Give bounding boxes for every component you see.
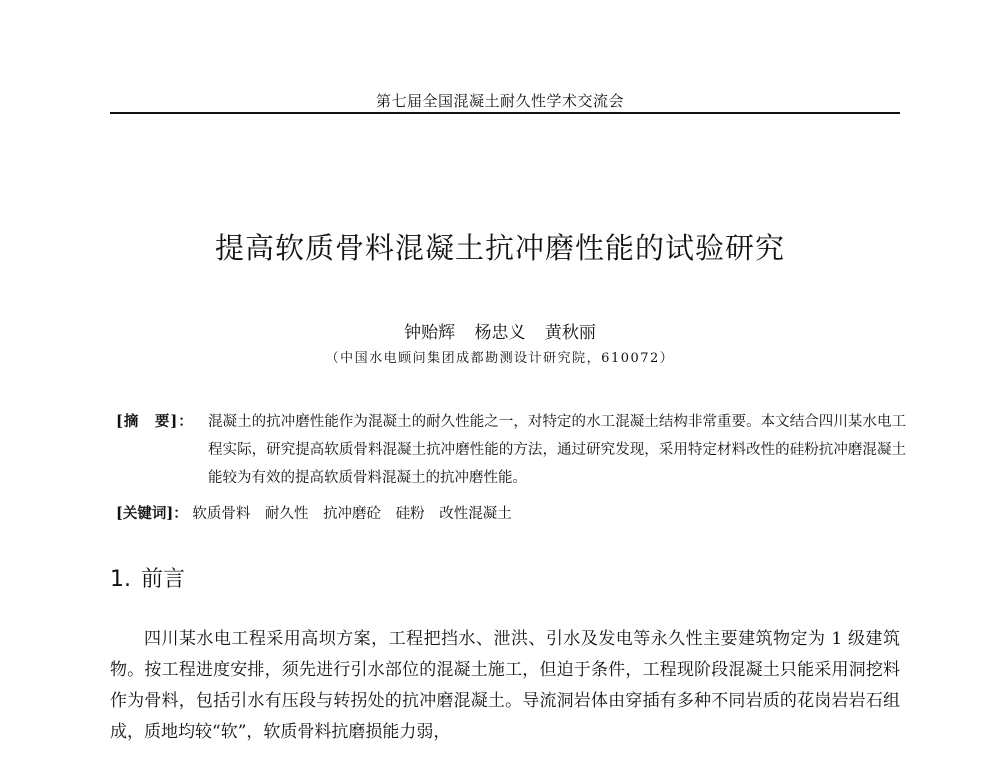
running-header: 第七届全国混凝土耐久性学术交流会 [375,92,624,110]
author-name: 黄秋丽 [544,323,596,343]
abstract-text: 混凝土的抗冲磨性能作为混凝土的耐久性能之一，对特定的水工混凝土结构非常重要。本文结合四川某水电工程实际，研究提高软质骨料混凝土抗冲磨性能的方法，通过研究发现，采用特定材料改性的硅粉抗冲磨混凝土能较为有效的提高软质骨料混凝土的抗冲磨性能。 [208,414,906,486]
keyword: 改性混凝土 [439,506,512,522]
section-title: 前言 [141,567,186,592]
abstract-block [116,408,906,492]
keyword: 抗冲磨砼 [323,506,382,522]
paper-title: 提高软质骨料混凝土抗冲磨性能的试验研究 [214,231,785,265]
author-list [0,318,1000,343]
keywords-block [116,500,522,528]
keyword: 硅粉 [395,506,425,522]
keyword: 耐久性 [264,506,309,522]
author-affiliation: （中国水电顾问集团成都勘测设计研究院，610072） [325,351,675,366]
section-number: 1. [110,567,131,592]
section-heading [110,562,185,593]
keywords-label: [关键词]： [116,505,188,522]
author-name: 钟贻辉 [404,323,456,343]
header-rule [110,112,900,114]
keyword: 软质骨料 [192,506,251,522]
abstract-label: [摘 要]： [116,413,194,430]
author-name: 杨忠义 [474,323,526,343]
body-paragraph: 四川某水电工程采用高坝方案，工程把挡水、泄洪、引水及发电等永久性主要建筑物定为 1 级建筑物。按工程进度安排，须先进行引水部位的混凝土施工，但迫于条件，工程现阶段混凝土只能采用洞挖料作为骨料，包括引水有压段与转拐处的抗冲磨混凝土。导流洞岩体由穿插有多种不同岩质的花岗岩岩石组成，质地均较“软”，软质骨料抗磨损能力弱， [110,629,900,742]
